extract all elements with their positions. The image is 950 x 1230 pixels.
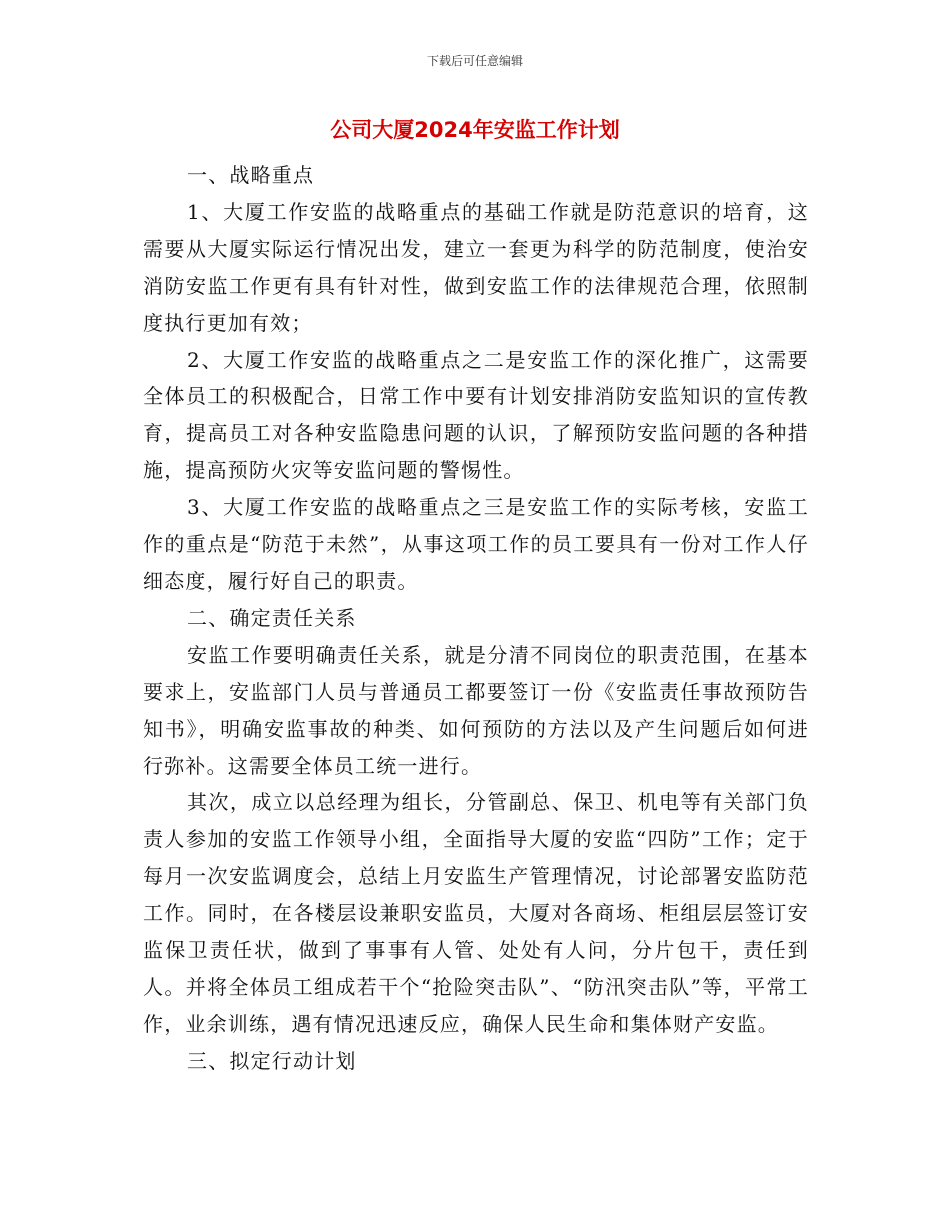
header-note: 下载后可任意编辑 [426,54,523,68]
paragraph-strategy-3: 3、大厦工作安监的战略重点之三是安监工作的实际考核，安监工作的重点是“防范于未然”，从事这项工作的员工要具有一份对工作人仔细态度，履行好自己的职责。 [143,495,809,593]
paragraph-responsibility-1: 安监工作要明确责任关系，就是分清不同岗位的职责范围，在基本要求上，安监部门人员与普通员工都要签订一份《安监责任事故预防告知书》，明确安监事故的种类、如何预防的方法以及产生问题后如何进行弥补。这需要全体员工统一进行。 [143,642,809,778]
document-title: 公司大厦2024年安监工作计划 [330,118,620,142]
section-heading-action-plan: 三、拟定行动计划 [187,1048,357,1073]
paragraph-strategy-2: 2、大厦工作安监的战略重点之二是安监工作的深化推广，这需要全体员工的积极配合，日常工作中要有计划安排消防安监知识的宣传教育，提高员工对各种安监隐患问题的认识，了解预防安监问题的各种措施，提高预防火灾等安监问题的警惕性。 [143,347,809,483]
section-heading-responsibility: 二、确定责任关系 [187,605,357,630]
paragraph-responsibility-2: 其次，成立以总经理为组长，分管副总、保卫、机电等有关部门负责人参加的安监工作领导小组，全面指导大厦的安监“四防”工作；定于每月一次安监调度会，总结上月安监生产管理情况，讨论部署安监防范工作。同时，在各楼层设兼职安监员，大厦对各商场、柜组层层签订安监保卫责任状，做到了事事有人管、处处有人问，分片包干，责任到人。并将全体员工组成若干个“抢险突击队”、“防汛突击队”等，平常工作，业余训练，遇有情况迅速反应，确保人民生命和集体财产安监。 [143,790,809,1036]
document-body [143,157,809,1080]
paragraph-strategy-1: 1、大厦工作安监的战略重点的基础工作就是防范意识的培育，这需要从大厦实际运行情况出发，建立一套更为科学的防范制度，使治安消防安监工作更有具有针对性，做到安监工作的法律规范合理，依照制度执行更加有效； [143,199,809,335]
section-heading-strategy: 一、战略重点 [187,163,315,187]
